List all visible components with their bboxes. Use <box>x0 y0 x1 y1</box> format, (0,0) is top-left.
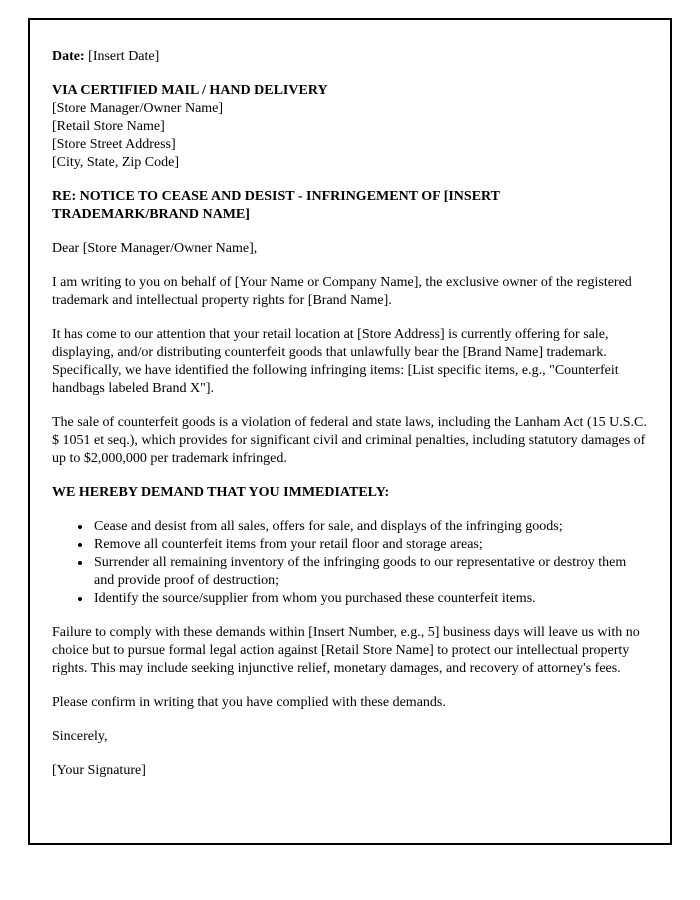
signoff: Sincerely, <box>52 729 108 744</box>
body-paragraph: It has come to our attention that your retail location at [Store Address] is currently offering for sale, displaying, and/or distributing counterfeit goods that unlawfully bear the [Brand Name] trademark. Specifically, we have identified the following infringing items: [List specific items, e.g., "Counterfeit handbags labeled Brand X"]. <box>52 327 619 396</box>
subject-line: RE: NOTICE TO CEASE AND DESIST - INFRINGEMENT OF [INSERT TRADEMARK/BRAND NAME] <box>52 189 500 222</box>
demand-item: • Surrender all remaining inventory of the infringing goods to our representative or destroy them and provide proof of destruction; <box>92 554 648 590</box>
signature-placeholder: [Your Signature] <box>52 763 146 778</box>
recipient-line: [Retail Store Name] <box>52 119 165 134</box>
demand-item: • Identify the source/supplier from whom you purchased these counterfeit items. <box>92 590 648 608</box>
delivery-method-line: VIA CERTIFIED MAIL / HAND DELIVERY <box>52 83 328 98</box>
date-value: [Insert Date] <box>88 49 160 64</box>
demand-list <box>52 518 648 608</box>
confirmation-line: Please confirm in writing that you have complied with these demands. <box>52 695 446 710</box>
demand-item: • Remove all counterfeit items from your retail floor and storage areas; <box>92 536 648 554</box>
recipient-block <box>52 82 648 172</box>
date-label: Date: <box>52 49 85 64</box>
recipient-line: [Store Manager/Owner Name] <box>52 101 224 116</box>
closing-paragraph: Failure to comply with these demands within [Insert Number, e.g., 5] business days will leave us with no choice but to pursue formal legal action against [Retail Store Name] to protect our intellectual property rights. This may include seeking injunctive relief, monetary damages, and recovery of attorney's fees. <box>52 625 640 676</box>
recipient-line: [Store Street Address] <box>52 137 176 152</box>
letter-content <box>30 20 670 816</box>
salutation: Dear [Store Manager/Owner Name], <box>52 241 258 256</box>
letter-border-box <box>28 18 672 845</box>
body-paragraph: The sale of counterfeit goods is a violation of federal and state laws, including the Lanham Act (15 U.S.C. $ 1051 et seq.), which provides for significant civil and criminal penalties, including statutory damages of up to $2,000,000 per trademark infringed. <box>52 415 647 466</box>
recipient-line: [City, State, Zip Code] <box>52 155 180 170</box>
date-line <box>52 48 648 66</box>
demand-item: • Cease and desist from all sales, offers for sale, and displays of the infringing goods; <box>92 518 648 536</box>
demand-heading: WE HEREBY DEMAND THAT YOU IMMEDIATELY: <box>52 485 390 500</box>
body-paragraph: I am writing to you on behalf of [Your Name or Company Name], the exclusive owner of the registered trademark and intellectual property rights for [Brand Name]. <box>52 275 632 308</box>
